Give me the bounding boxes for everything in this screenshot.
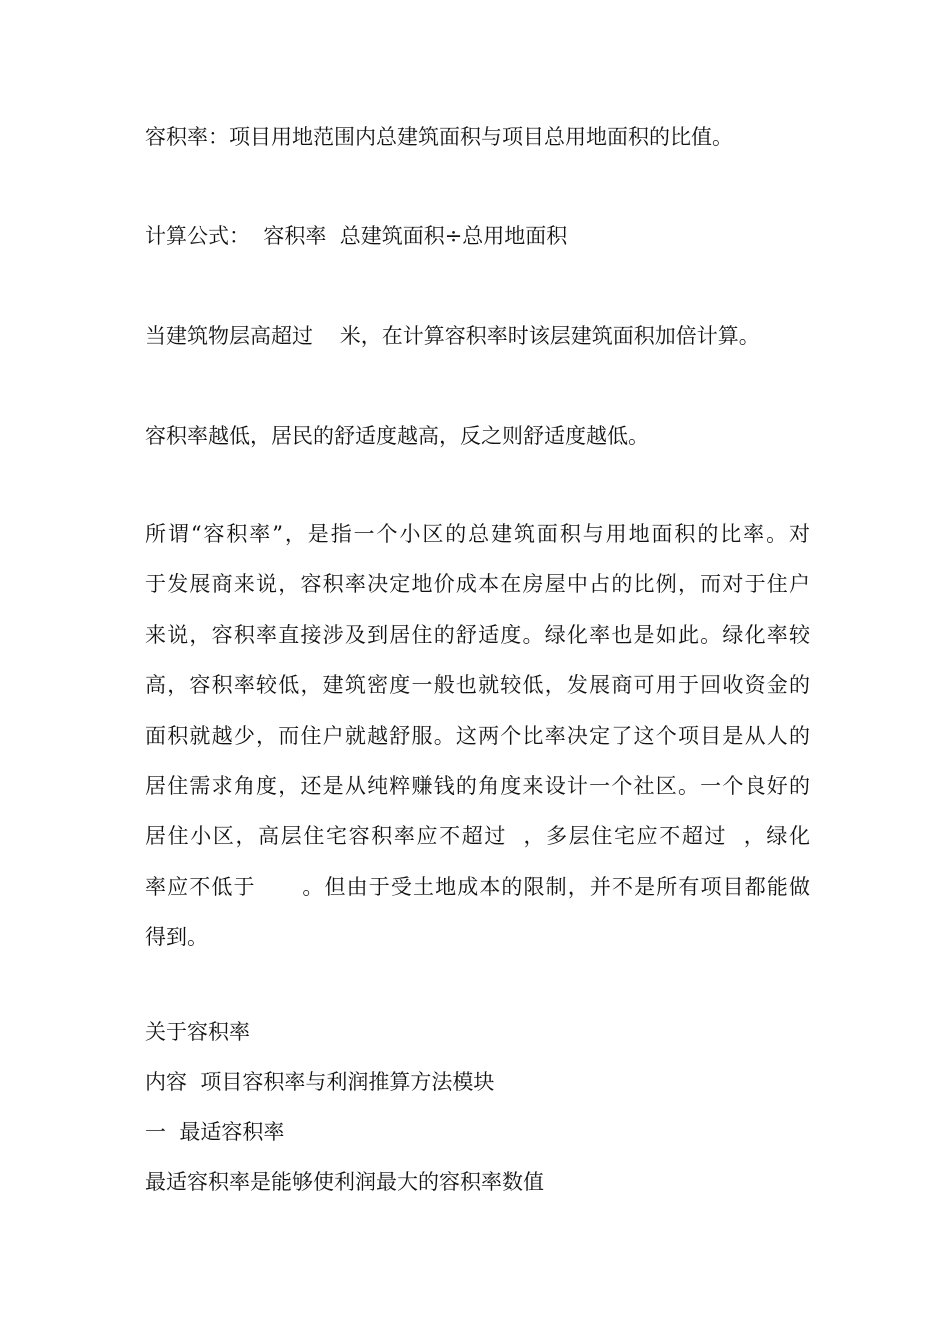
paragraph-line: 来说，容积率直接涉及到居住的舒适度。绿化率也是如此。绿化率较 [145, 622, 810, 647]
floor-rule-text: 当建筑物层高超过 米，在计算容积率时该层建筑面积加倍计算。 [145, 324, 760, 348]
paragraph-line: 居住小区，高层住宅容积率应不超过 ，多层住宅应不超过 ，绿化 [145, 824, 810, 849]
paragraph-line: 高，容积率较低，建筑密度一般也就较低，发展商可用于回收资金的 [145, 673, 810, 698]
definition-text: 容积率：项目用地范围内总建筑面积与项目总用地面积的比值。 [145, 125, 733, 149]
paragraph-line: 得到。 [145, 925, 208, 950]
ratio-explanation-paragraph [145, 521, 810, 975]
section-one-text: 最适容积率是能够使利润最大的容积率数值 [145, 1170, 544, 1194]
about-title: 关于容积率 [145, 1020, 250, 1044]
paragraph-line: 面积就越少，而住户就越舒服。这两个比率决定了这个项目是从人的 [145, 723, 810, 748]
comfort-text: 容积率越低，居民的舒适度越高，反之则舒适度越低。 [145, 424, 649, 448]
formula-text: 计算公式： 容积率 总建筑面积÷总用地面积 [145, 224, 568, 248]
paragraph-line: 居住需求角度，还是从纯粹赚钱的角度来设计一个社区。一个良好的 [145, 773, 810, 798]
content-line: 内容 项目容积率与利润推算方法模块 [145, 1070, 495, 1094]
paragraph-line: 率应不低于 。但由于受土地成本的限制，并不是所有项目都能做 [145, 874, 810, 899]
paragraph-line: 于发展商来说，容积率决定地价成本在房屋中占的比例，而对于住户 [145, 572, 810, 597]
paragraph-line: 所谓“容积率”，是指一个小区的总建筑面积与用地面积的比率。对 [145, 522, 810, 546]
section-one-heading: 一 最适容积率 [145, 1120, 285, 1144]
